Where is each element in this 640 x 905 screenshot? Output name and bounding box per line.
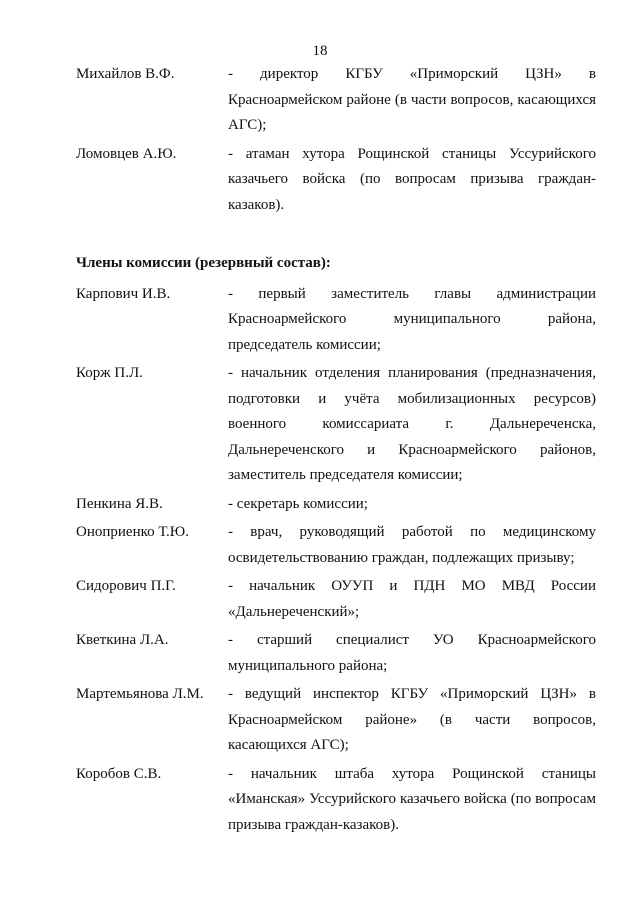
member-role: - атаман хутора Рощинской станицы Уссурийского казачьего войска (по вопросам призыва граждан-казаков). — [228, 145, 596, 213]
member-entry — [76, 492, 596, 518]
member-name: Коробов С.В. — [76, 765, 162, 782]
member-role: - начальник штаба хутора Рощинской станицы «Иманская» Уссурийского казачьего войска (по вопросам призыва граждан-казаков). — [228, 765, 596, 833]
member-entry — [76, 361, 596, 489]
section-heading: Члены комиссии (резервный состав): — [76, 255, 331, 271]
member-name: Пенкина Я.В. — [76, 495, 163, 512]
member-entry — [76, 762, 596, 839]
member-role: - начальник отделения планирования (предназначения, подготовки и учёта мобилизационных ресурсов) военного комиссариата г. Дальнереченска, Дальнереченского и Красноармейского районов, заместитель председателя комиссии; — [228, 365, 596, 483]
member-role: - начальник ОУУП и ПДН МО МВД России «Дальнереченский»; — [228, 578, 596, 620]
member-name: Мартемьянова Л.М. — [76, 686, 204, 702]
member-name: Оноприенко Т.Ю. — [76, 524, 189, 540]
member-name: Корж П.Л. — [76, 365, 143, 381]
member-entry — [76, 142, 596, 219]
document-body — [76, 62, 596, 841]
member-entry — [76, 682, 596, 759]
member-name: Ломовцев А.Ю. — [76, 145, 177, 162]
member-entry — [76, 628, 596, 679]
member-role: - старший специалист УО Красноармейского муниципального района; — [228, 632, 596, 674]
member-role: - первый заместитель главы администрации Красноармейского муниципального района, председатель комиссии; — [228, 285, 596, 353]
member-entry — [76, 520, 596, 571]
member-name: Сидорович П.Г. — [76, 578, 176, 594]
member-name: Михайлов В.Ф. — [76, 66, 175, 82]
member-role: - секретарь комиссии; — [228, 495, 368, 512]
member-role: - директор КГБУ «Приморский ЦЗН» в Красноармейском районе (в части вопросов, касающихся АГС); — [228, 66, 596, 133]
member-role: - врач, руководящий работой по медицинскому освидетельствованию граждан, подлежащих призыву; — [228, 524, 596, 566]
member-entry — [76, 574, 596, 625]
member-entry — [76, 62, 596, 139]
member-role: - ведущий инспектор КГБУ «Приморский ЦЗН» в Красноармейском районе» (в части вопросов, касающихся АГС); — [228, 686, 596, 753]
member-name: Кветкина Л.А. — [76, 632, 169, 648]
page-number: 18 — [312, 43, 328, 59]
member-name: Карпович И.В. — [76, 285, 171, 302]
member-entry — [76, 282, 596, 359]
